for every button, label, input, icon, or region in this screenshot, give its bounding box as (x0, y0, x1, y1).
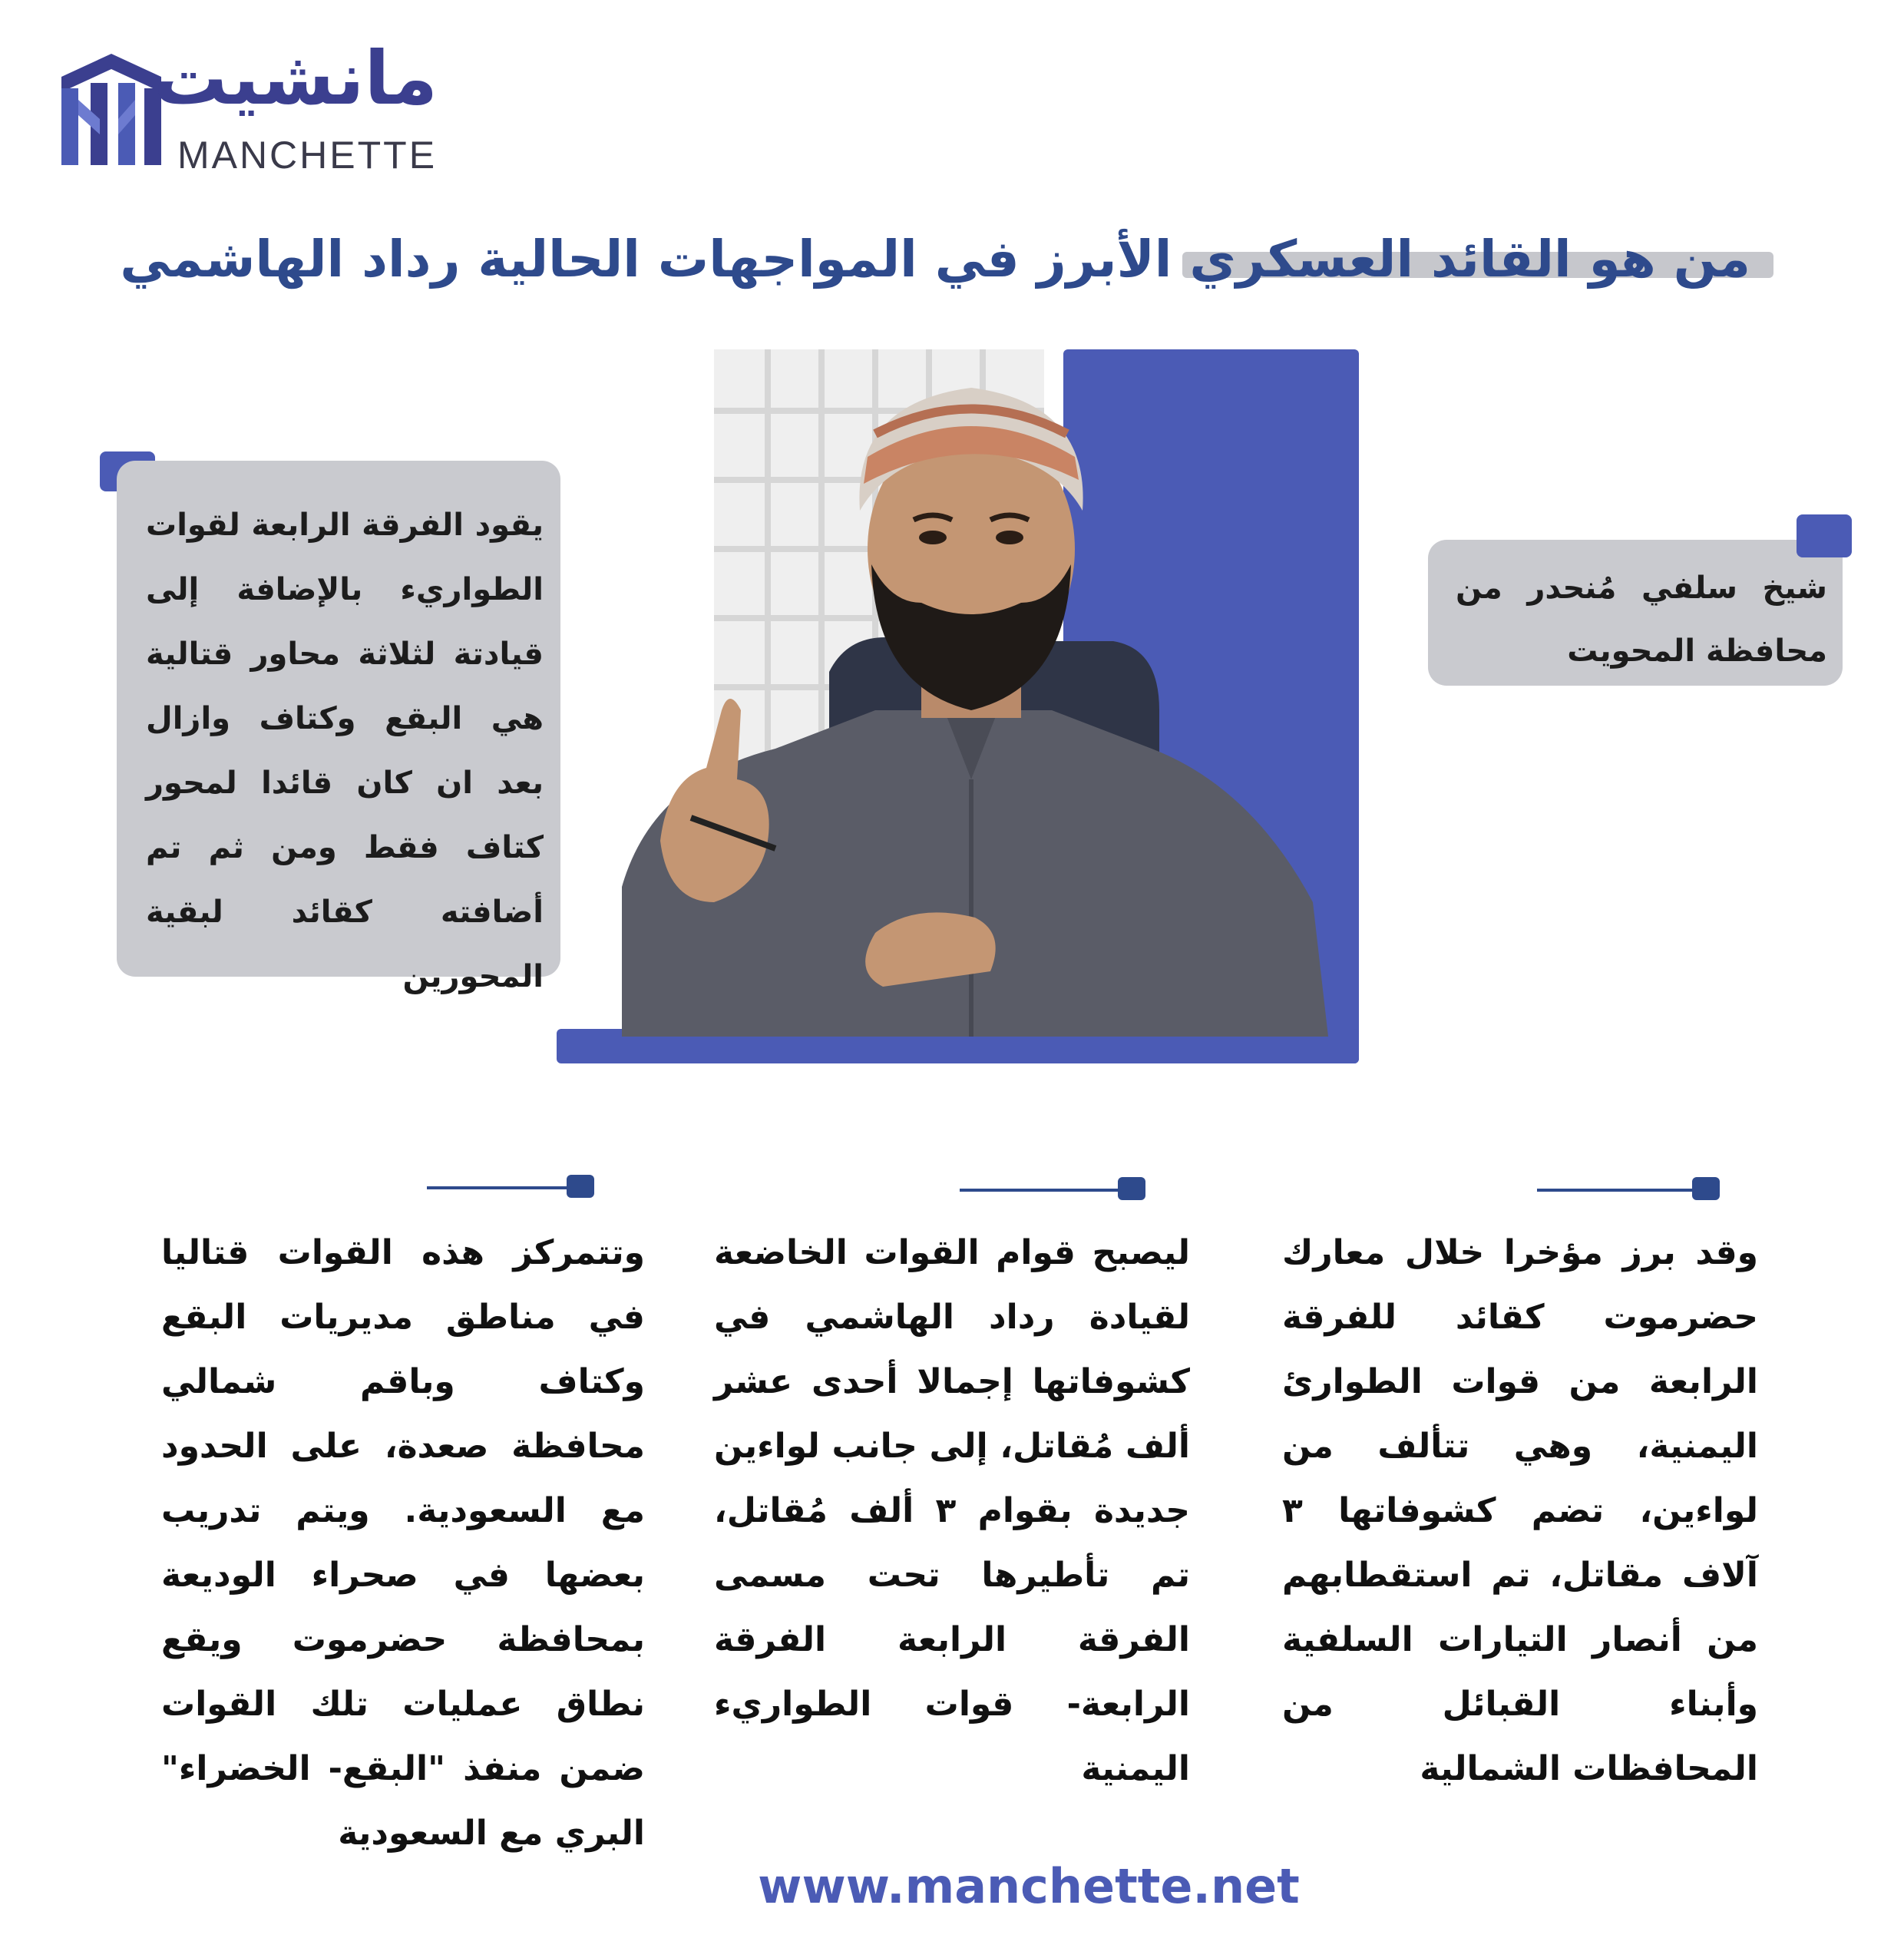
info-box-tab (1797, 514, 1852, 557)
column-marker (1692, 1177, 1720, 1200)
text-column-left: وتتمركز هذه القوات قتاليا في مناطق مديريات البقع وكتاف وباقم شمالي محافظة صعدة، على الحدود مع السعودية. ويتم تدريب بعضها في صحراء الوديعة بمحافظة حضرموت ويقع نطاق عمليات تلك القوات ضمن منفذ "البقع- الخضراء" البري مع السعودية (161, 1233, 645, 1853)
brand-name-arabic: مانشيت (153, 35, 438, 121)
portrait-photo-icon (622, 349, 1328, 1037)
website-link[interactable]: www.manchette.net (758, 1858, 1300, 1914)
column-marker (1118, 1177, 1145, 1200)
brand-name-english: MANCHETTE (177, 134, 438, 177)
column-divider-line (1537, 1189, 1707, 1192)
info-box-command (117, 461, 560, 994)
info-box-origin (1428, 540, 1843, 686)
column-marker (567, 1175, 594, 1198)
column-divider-line (960, 1189, 1132, 1192)
page-title: من هو القائد العسكري الأبرز في المواجهات الحالية رداد الهاشمي (120, 230, 1750, 289)
info-box-text: شيخ سلفي مُنحدر من محافظة المحويت (1456, 571, 1827, 669)
brand-logo (54, 35, 438, 180)
text-column-right: وقد برز مؤخرا خلال معارك حضرموت كقائد للفرقة الرابعة من قوات الطوارئ اليمنية، وهي تتألف من لواءين، تضم كشوفاتها ٣ آلاف مقاتل، تم استقطابهم من أنصار التيارات السلفية وأبناء القبائل من المحافظات الشمالية (1282, 1233, 1758, 1788)
manchette-logo-icon (54, 46, 169, 173)
info-box-text: يقود الفرقة الرابعة لقوات الطواريء بالإضافة إلى قيادتة لثلاثة محاور قتالية هي البقع وكتاف وازال بعد ان كان قائدا لمحور كتاف فقط ومن ثم تم أضافته كقائد لبقية المحورين (146, 508, 544, 994)
column-divider-line (427, 1186, 580, 1189)
text-column-middle: ليصبح قوام القوات الخاضعة لقيادة رداد الهاشمي في كشوفاتها إجمالا أحدى عشر ألف مُقاتل، إلى جانب لواءين جديدة بقوام ٣ ألف مُقاتل، تم تأطيرها تحت مسمى الفرقة الرابعة الفرقة الرابعة- قوات الطواريء اليمنية (714, 1233, 1190, 1788)
